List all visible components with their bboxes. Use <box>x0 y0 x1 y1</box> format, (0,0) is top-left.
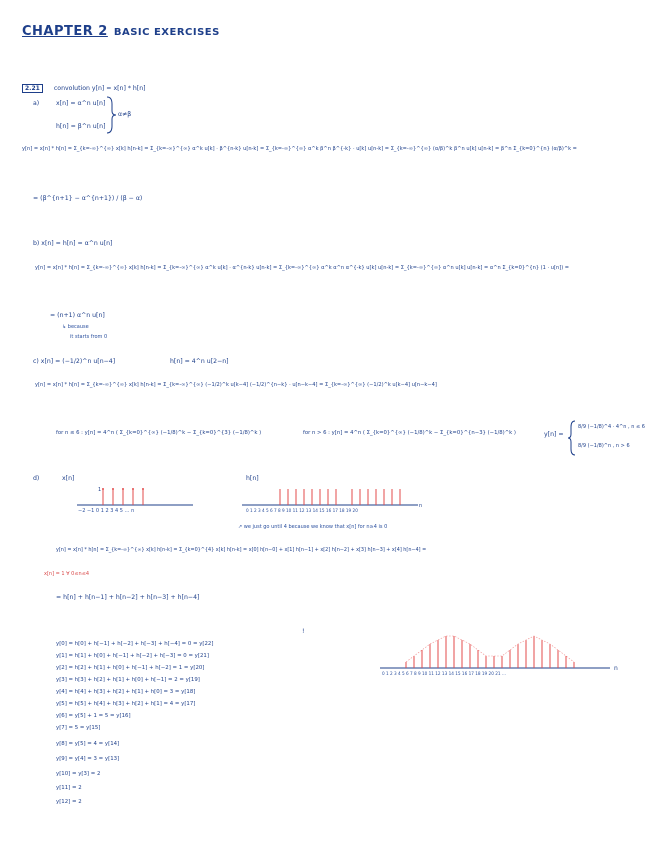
chapter-subtitle: BASIC EXERCISES <box>113 27 220 38</box>
part-b-result: = (n+1) α^n u[n] <box>50 312 105 319</box>
part-a-result: = (β^{n+1} − α^{n+1}) / (β − α) <box>33 195 143 202</box>
list-item: y[8] = y[5] = 4 = y[14] <box>56 741 120 747</box>
part-a-condition: α≠β <box>118 111 132 118</box>
part-b-def: b) x[n] = h[n] = α^n u[n] <box>33 240 113 247</box>
part-b-note-1: ↳ because <box>62 324 89 330</box>
chapter-title <box>22 24 220 39</box>
part-a-derivation: y[n] = x[n] * h[n] = Σ_{k=-∞}^{∞} x[k] h[n-k] = Σ_{k=-∞}^{∞} α^k u[k] · β^{n-k} u[n-k] = Σ_{k=-∞}^{∞} α^k β^n β^{-k} · u[k] u[n-k] = Σ_{k=-∞}^{∞} (α/β)^k β^n u[k] u[n-k] = β^n Σ_{k=0}^{n} (α/β)^k = <box>22 146 577 152</box>
plot-h-title: h[n] <box>246 475 259 482</box>
list-item: y[10] = y[3] = 2 <box>56 771 101 777</box>
problem-title: convolution y[n] = x[n] * h[n] <box>53 85 146 92</box>
part-a-x-def: x[n] = α^n u[n] <box>56 100 106 107</box>
svg-text:1: 1 <box>98 487 102 493</box>
part-b-derivation: y[n] = x[n] * h[n] = Σ_{k=-∞}^{∞} x[k] h[n-k] = Σ_{k=-∞}^{∞} α^k u[k] · α^{n-k} u[n-k] = Σ_{k=-∞}^{∞} α^k α^n α^{-k} u[k] u[n-k] = Σ_{k=-∞}^{∞} α^n u[k] u[n-k] = α^n Σ_{k=0}^{n} (1 · u[n]) = <box>35 265 570 271</box>
list-item: y[11] = 2 <box>56 785 82 791</box>
plot-x-title: x[n] <box>62 475 75 482</box>
list-item: y[12] = 2 <box>56 799 82 805</box>
plot-h-axis: 0 1 2 3 4 5 6 7 8 9 10 11 12 13 14 15 16 17 18 19 20 <box>246 508 358 513</box>
chapter-number: CHAPTER 2 <box>22 24 108 39</box>
list-item: y[2] = h[2] + h[1] + h[0] + h[−1] + h[−2] = 1 = y[20] <box>56 665 205 671</box>
part-d-x-value: x[n] = 1 ∀ 0≤n≤4 <box>44 571 90 577</box>
part-c-case-1: for n ≤ 6 : y[n] = 4^n ( Σ_{k=0}^{∞} (−1/8)^k − Σ_{k=0}^{3} (−1/8)^k ) <box>56 430 262 436</box>
svg-text:n: n <box>419 503 423 509</box>
list-item: y[7] = 5 = y[15] <box>56 725 101 731</box>
list-item: y[1] = h[1] + h[0] + h[−1] + h[−2] + h[−3] = 0 = y[21] <box>56 653 209 659</box>
part-c-piece-label: y[n] = <box>544 431 564 438</box>
part-c-derivation: y[n] = x[n] * h[n] = Σ_{k=-∞}^{∞} x[k] h[n-k] = Σ_{k=-∞}^{∞} (−1/2)^k u[k−4] (−1/2)^{n−k} · u[n−k−4] = Σ_{k=-∞}^{∞} (−1/2)^k u[k−4] u[n−k−4] <box>35 382 437 388</box>
part-b-note-2: it starts from 0 <box>70 334 108 340</box>
part-d-label: d) <box>33 475 40 482</box>
part-c-piece-2: 8/9 (−1/8)^n , n > 6 <box>578 443 630 449</box>
part-c-h-def: h[n] = 4^n u[2−n] <box>170 358 229 365</box>
plot-y-n-label: n <box>614 665 618 672</box>
list-item: y[9] = y[4] = 3 = y[13] <box>56 756 120 762</box>
problem-header <box>22 75 146 94</box>
part-c-piece-brace <box>568 420 576 456</box>
list-item: y[5] = h[5] + h[4] + h[3] + h[2] + h[1] = 4 = y[17] <box>56 701 196 707</box>
part-c-x-def: c) x[n] = (−1/2)^n u[n−4] <box>33 358 116 365</box>
part-a-h-def: h[n] = β^n u[n] <box>56 123 106 130</box>
part-d-sum: = h[n] + h[n−1] + h[n−2] + h[n−3] + h[n−4] <box>56 594 200 601</box>
list-item: y[4] = h[4] + h[3] + h[2] + h[1] + h[0] = 3 = y[18] <box>56 689 196 695</box>
part-c-case-2: for n > 6 : y[n] = 4^n ( Σ_{k=0}^{∞} (−1/8)^k − Σ_{k=0}^{n−3} (−1/8)^k ) <box>303 430 516 436</box>
plot-x-axis: −2 −1 0 1 2 3 4 5 … n <box>78 508 135 514</box>
part-d-mark: ! <box>302 628 305 635</box>
list-item: y[0] = h[0] + h[−1] + h[−2] + h[−3] + h[−4] = 0 = y[22] <box>56 641 214 647</box>
list-item: y[3] = h[3] + h[2] + h[1] + h[0] + h[−1] = 2 = y[19] <box>56 677 200 683</box>
part-d-derivation: y[n] = x[n] * h[n] = Σ_{k=-∞}^{∞} x[k] h[n-k] = Σ_{k=0}^{4} x[k] h[n-k] = x[0] h[n−0] + x[1] h[n−1] + x[2] h[n−2] + x[3] h[n−3] + x[4] h[n−4] = <box>56 547 427 553</box>
part-d-note: ↗ we just go until 4 because we know that x[n] for n≥4 is 0 <box>238 524 388 530</box>
part-a-label: a) <box>33 100 40 107</box>
part-a-brace <box>105 96 117 134</box>
problem-number: 2.21 <box>22 84 43 93</box>
plot-y-axis: 0 1 2 3 4 5 6 7 8 9 10 11 12 13 14 15 16 17 18 19 20 21 … <box>382 671 507 676</box>
list-item: y[6] = y[5] + 1 = 5 = y[16] <box>56 713 131 719</box>
part-c-piece-1: 8/9 (−1/8)^4 · 4^n , n ≤ 6 <box>578 424 645 430</box>
